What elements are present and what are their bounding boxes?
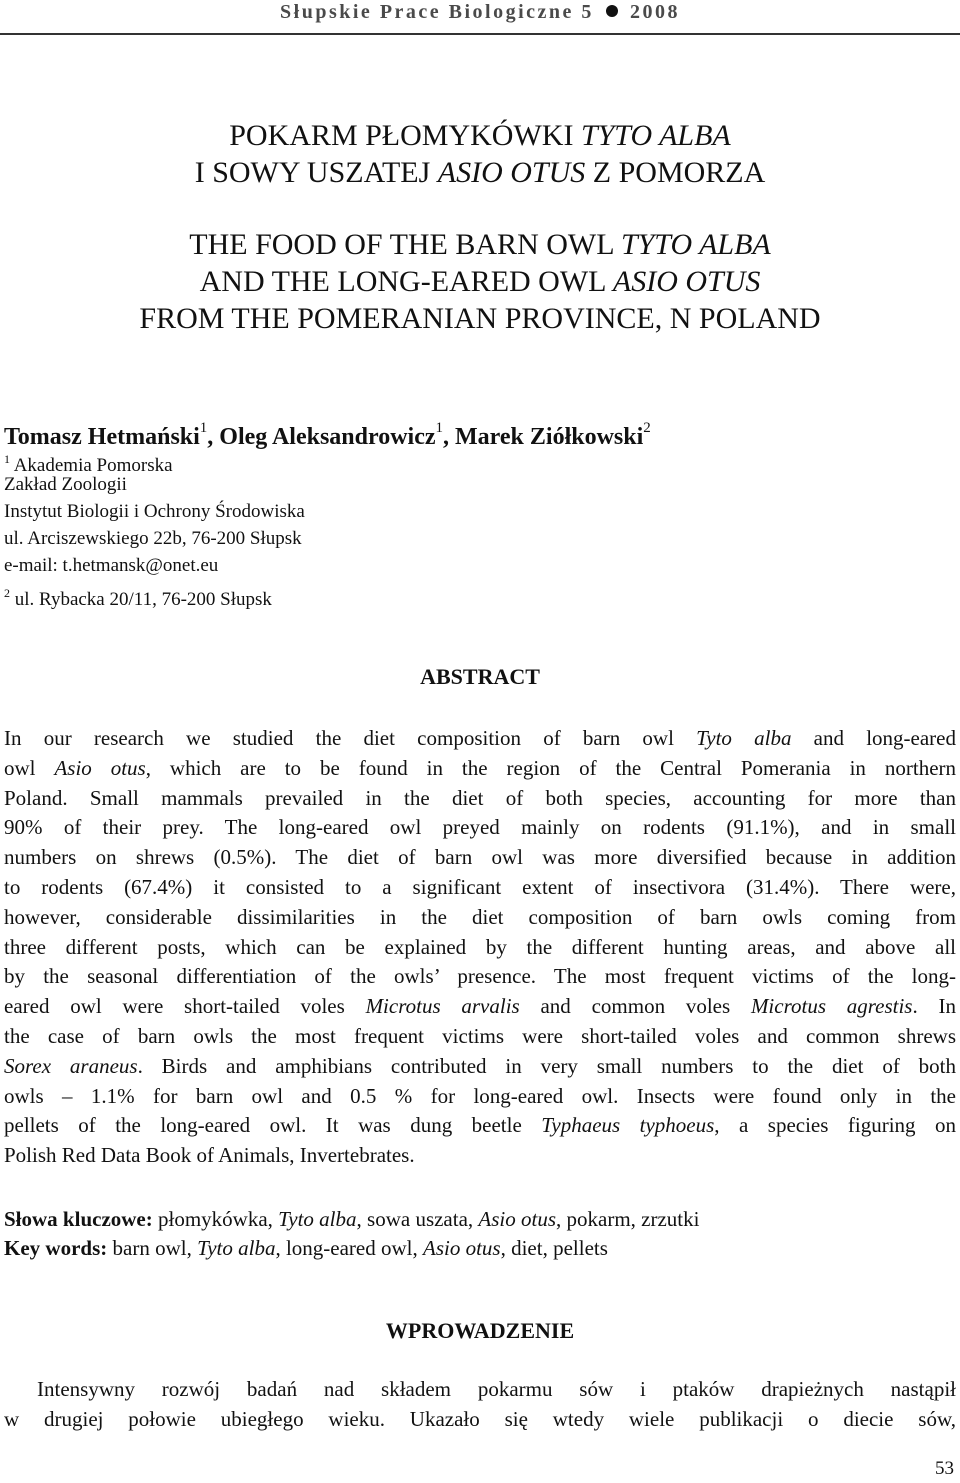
abstract-line: pellets of the long-eared owl. It was dung beetle Typhaeus typhoeus, a species figuring on [4,1113,956,1138]
abstract-line: by the seasonal differentiation of the owls’ presence. The most frequent victims of the long- [4,964,956,989]
journal-name: Słupskie Prace Biologiczne 5 [280,1,594,23]
affiliation-line: $^2$ ul. Rybacka 20/11, 76-200 Słupsk [4,586,272,610]
affiliation-address: ul. Arciszewskiego 22b, 76-200 Słupsk [4,528,302,549]
keywords-label: Key words: [4,1236,108,1260]
title-polish [0,117,960,191]
affiliation-line: Zakład Zoologii [4,474,127,495]
keywords-polish: Słowa kluczowe: płomykówka, Tyto alba, sowa uszata, Asio otus, pokarm, zrzutki [4,1207,700,1231]
author-name: Tomasz Hetmański [4,424,200,450]
abstract-line: eared owl were short-tailed voles Microtus arvalis and common voles Microtus agrestis. In [4,994,956,1019]
introduction-body [4,1375,956,1435]
title-english-line-2: AND THE LONG-EARED OWL ASIO OTUS [199,265,761,298]
abstract-line: In our research we studied the diet composition of barn owl Tyto alba and long-eared [4,726,956,750]
abstract-line: owl Asio otus, which are to be found in the region of the Central Pomerania in northern [4,755,957,780]
title-polish-line-1: POKARM PŁOMYKÓWKI TYTO ALBA [229,119,731,152]
abstract-line: Sorex araneus. Birds and amphibians contributed in very small numbers to the diet of both [4,1053,956,1078]
keywords-english: Key words: barn owl, Tyto alba, long-eared owl, Asio otus, diet, pellets [4,1236,608,1260]
abstract-line: numbers on shrews (0.5%). The diet of barn owl was more diversified because in addition [4,845,956,870]
bullet-icon [606,5,618,17]
author-email: e-mail: t.hetmansk@onet.eu [4,555,219,576]
journal-year: 2008 [629,1,680,23]
abstract-line: Poland. Small mammals prevailed in the diet of both species, accounting for more than [4,785,956,810]
title-polish-line-2: I SOWY USZATEJ ASIO OTUS Z POMORZA [194,156,766,189]
author-list: Tomasz Hetmański$^1$, Oleg Aleksandrowicz$^1$, Marek Ziółkowski$^2$ [4,420,651,450]
title-english-line-3: FROM THE POMERANIAN PROVINCE, N POLAND [139,302,821,335]
affiliation-marker: 1 [199,420,208,436]
author-name: Marek Ziółkowski [455,424,644,450]
keywords-label: Słowa kluczowe: [4,1207,153,1231]
header-rule [0,33,960,35]
abstract-line: the case of barn owls the most frequent victims were short-tailed voles and common shrews [4,1023,956,1048]
abstract-line: owls – 1.1% for barn owl and 0.5 % for long-eared owl. Insects were found only in the [4,1083,956,1108]
abstract-line: however, considerable dissimilarities in the diet composition of barn owls coming from [4,904,956,929]
introduction-line: Intensywny rozwój badań nad składem pokarmu sów i ptaków drapieżnych nastąpił [37,1377,956,1401]
title-english-line-1: THE FOOD OF THE BARN OWL TYTO ALBA [189,228,771,261]
abstract-line: 90% of their prey. The long-eared owl preyed mainly on rodents (91.1%), and in small [4,815,956,840]
affiliation-marker: 1 [435,420,444,436]
abstract-line: to rodents (67.4%) it consisted to a significant extent of insectivora (31.4%). There were, [4,874,956,899]
introduction-heading: WPROWADZENIE [385,1318,575,1343]
author-name: Oleg Aleksandrowicz [219,424,436,450]
running-head [0,0,960,32]
title-english [0,226,960,337]
abstract-body [4,724,956,1171]
affiliation-marker: 2 [643,420,651,436]
page-number: 53 [935,1458,954,1479]
abstract-line: three different posts, which can be explained by the different hunting areas, and above all [4,934,956,959]
abstract-heading: ABSTRACT [420,664,540,689]
affiliation-line: $^1$ Akademia Pomorska [4,452,173,476]
affiliation-line: Instytut Biologii i Ochrony Środowiska [4,501,305,522]
introduction-line: w drugiej połowie ubiegłego wieku. Ukazało się wtedy wiele publikacji o diecie sów, [4,1406,956,1431]
abstract-line: Polish Red Data Book of Animals, Invertebrates. [4,1143,415,1168]
